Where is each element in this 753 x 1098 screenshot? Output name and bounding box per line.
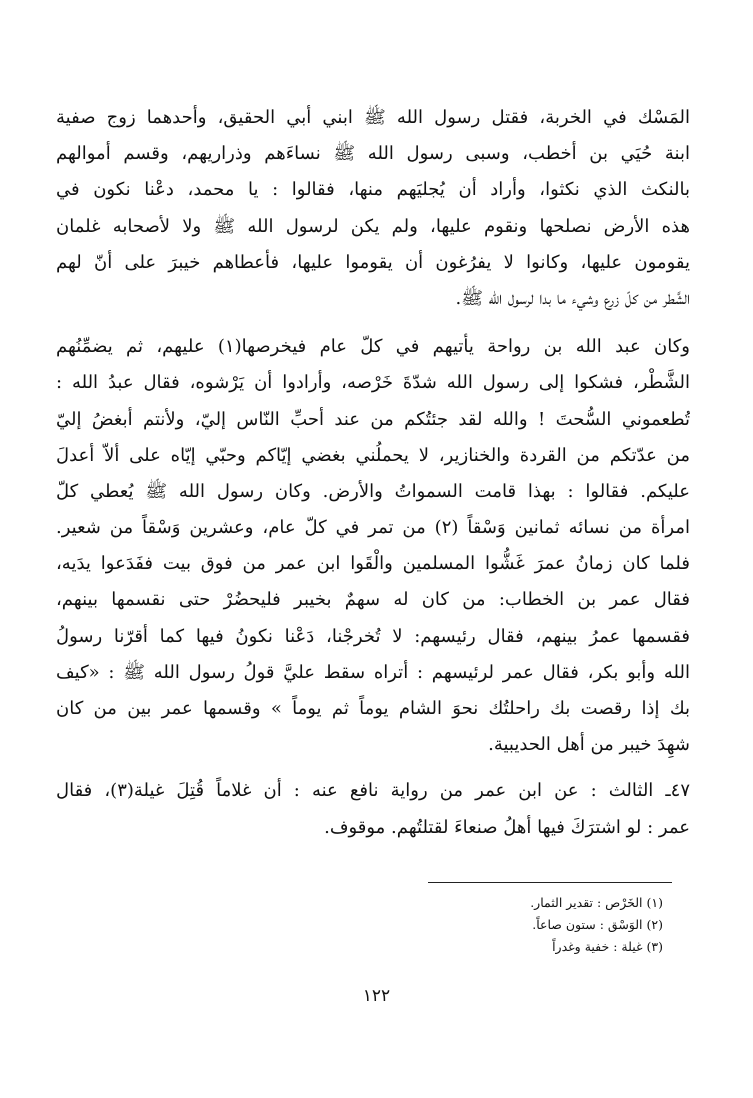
footnote: (١) الخَرْص : تقدير الثمار.: [530, 895, 663, 910]
text-line: امرأة من نسائه ثمانين وَسْقاً (٢) من تمر في كلّ عام، وعشرين وَسْقاً من شعير.: [56, 517, 690, 539]
text-line: يقومون عليها، وكانوا لا يفرُغون أن يقوموا عليها، فأعطاهم خيبرَ على أنّ لهم: [56, 251, 690, 273]
paragraph-gap: [56, 317, 690, 329]
paragraph-2: [56, 329, 690, 763]
text-line: الله وأبو بكر، فقال عمر لرئيسهم : أتراه سقط عليَّ قولُ رسول الله ﷺ : «كيف: [56, 661, 690, 683]
text-line: المَسْك في الخربة، فقتل رسول الله ﷺ ابني أبي الحقيق، وأحدهما زوج صفية: [56, 107, 690, 128]
page-number: ١٢٢: [362, 986, 391, 1006]
text-line: عمر : لو اشترَكَ فيها أهلُ صنعاءَ لقتلتُهم. موقوف.: [324, 816, 690, 838]
paragraph-3: [56, 773, 690, 845]
text-line: ابنة حُيَي بن أخطب، وسبى رسول الله ﷺ نساءَهم وذراريهم، وقسم أموالهم: [56, 143, 690, 165]
text-line: وكان عبد الله بن رواحة يأتيهم في كلّ عام فيخرصها(١) عليهم، ثم يضمِّنُهم: [56, 336, 690, 358]
text-line: الشَّطْر، فشكوا إلى رسول الله شدّةَ خَرْصه، وأرادوا أن يَرْشوه، فقال عبدُ الله :: [56, 372, 690, 394]
text-line: عليكم. فقالوا : بهذا قامت السمواتُ والأرض. وكان رسول الله ﷺ يُعطي كلّ: [56, 480, 690, 502]
footnotes: [363, 892, 663, 958]
body-text: [56, 100, 690, 846]
text-line: هذه الأرض نصلحها ونقوم عليها، ولم يكن لرسول الله ﷺ ولا لأصحابه غلمان: [56, 215, 690, 237]
footnote-divider: [428, 882, 672, 883]
text-line: تُطعموني السُّحتَ ! والله لقد جئتُكم من عند أحبِّ النّاس إليّ، ولأنتم أبغضُ إليّ: [56, 408, 690, 430]
footnote: (٣) غيلة : خفية وغدراً: [552, 939, 663, 954]
text-line: فقسمها عمرُ بينهم، فقال رئيسهم: لا تُخرجْنا، دَعْنا نكونُ فيها كما أقرّنا رسولُ: [56, 625, 690, 647]
text-line: فقال عمر بن الخطاب: من كان له سهمٌ بخيبر فليحضُرْ حتى نقسمها بينهم،: [56, 589, 690, 611]
footnote: (٢) الوَسْق : ستون صاعاً.: [532, 917, 663, 932]
paragraph-gap: [56, 763, 690, 773]
text-line: ٤٧ـ الثالث : عن ابن عمر من رواية نافع عنه : أن غلاماً قُتِلَ غيلة(٣)، فقال: [56, 780, 690, 802]
text-line: بك إذا رقصت بك راحلتُك نحوَ الشام يوماً ثم يوماً » وقسمها عمر بين من كان: [56, 698, 690, 719]
text-line: شهِدَ خيبر من أهل الحديبية.: [488, 734, 690, 756]
text-line: الشَّطر من كلّ زرع وشيء ما بدا لرسول الله ﷺ.: [455, 287, 690, 309]
text-line: فلما كان زمانُ عمرَ غَشُّوا المسلمين والْقَوا ابن عمر من فوق بيت ففَدَعوا يدَيه،: [56, 553, 690, 575]
text-line: بالنكث الذي نكثوا، وأراد أن يُجليَهم منها، فقالوا : يا محمد، دعْنا نكون في: [56, 179, 690, 201]
paragraph-1: [56, 100, 690, 317]
text-line: من عدّتكم من القردة والخنازير، لا يحملُني بغضي إيّاكم وحبّي إيّاه على ألاّ أعدلَ: [56, 444, 690, 466]
